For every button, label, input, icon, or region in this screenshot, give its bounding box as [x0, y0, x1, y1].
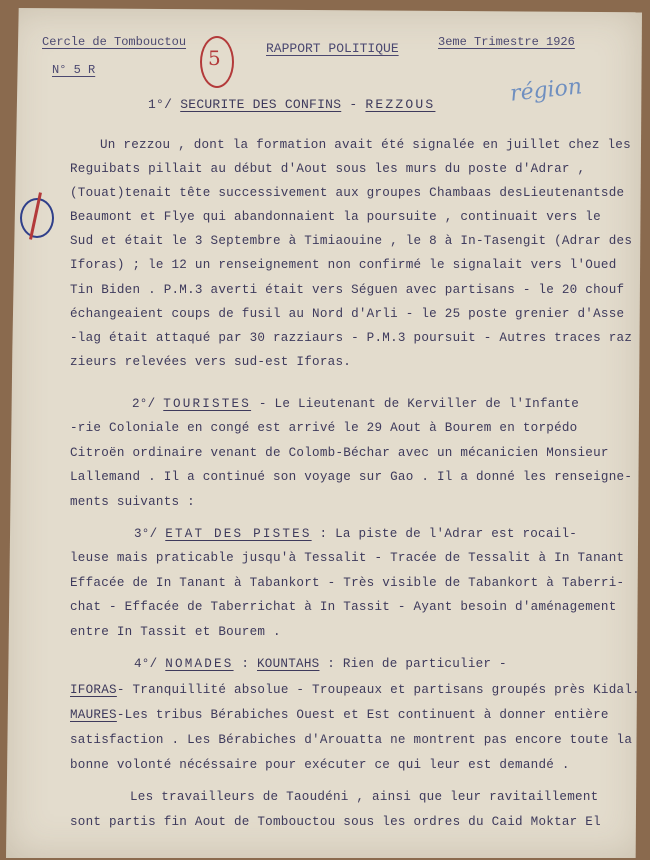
section3-line: chat - Effacée de Taberrichat à In Tassit - Ayant besoin d'aménagement — [70, 600, 617, 614]
section1-line: Un rezzou , dont la formation avait été signalée en juillet chez les — [100, 138, 631, 152]
margin-note-region: région — [508, 74, 584, 107]
section3-line: leuse mais praticable jusqu'à Tessalit - Tracée de Tessalit à In Tanant — [70, 551, 625, 565]
section3-line: La piste de l'Adrar est rocail- — [335, 527, 578, 541]
iforas-label: IFORAS — [70, 683, 117, 697]
section1-line: Beaumont et Flye qui abandonnaient la poursuite , continuait vers le — [70, 210, 601, 224]
section4-line: Les travailleurs de Taoudéni , ainsi que leur ravitaillement — [130, 790, 599, 804]
iforas-paragraph — [70, 683, 640, 697]
kountahs-text: : Rien de particulier - — [327, 657, 507, 671]
section3-title: ETAT DES PISTES — [165, 527, 312, 541]
header-reference: N° 5 R — [52, 63, 96, 77]
circled-number-text: 5 — [208, 46, 221, 70]
section3-line: Effacée de In Tanant à Tabankort - Très visible de Tabankort à Taberri- — [70, 576, 625, 590]
section3-line: entre In Tassit et Bourem . — [70, 625, 281, 639]
section2-heading: 2°/ TOURISTES - Le Lieutenant de Kerviller de l'Infante — [132, 397, 580, 411]
report-period: 3eme Trimestre 1926 — [438, 35, 575, 49]
section2-line: Le Lieutenant de Kerviller de l'Infante — [274, 397, 580, 411]
section2-line: -rie Coloniale en congé est arrivé le 29 Aout à Bourem en torpédo — [70, 421, 578, 435]
section1-title-b: REZZOUS — [365, 97, 436, 112]
section4-heading: 4°/ NOMADES : KOUNTAHS : Rien de particulier - — [134, 657, 507, 671]
section3-heading: 3°/ ETAT DES PISTES : La piste de l'Adrar est rocail- — [134, 527, 578, 541]
section4-number: 4°/ — [134, 657, 158, 671]
section4-line: sont partis fin Aout de Tombouctou sous les ordres du Caid Moktar El — [70, 815, 601, 829]
header-cercle: Cercle de Tombouctou — [42, 35, 187, 49]
section1-line: -lag était attaqué par 30 razziaurs - P.M.3 poursuit - Autres traces raz — [70, 331, 633, 345]
section1-number: 1°/ — [148, 97, 173, 112]
maures-label: MAURES — [70, 708, 117, 722]
section1-line: Reguibats pillait au début d'Aout sous les murs du poste d'Adrar , — [70, 162, 586, 176]
kountahs-label: KOUNTAHS — [257, 657, 320, 671]
section4-line: satisfaction . Les Bérabiches d'Arouatta ne montrent pas encore toute la — [70, 733, 633, 747]
section4-title: NOMADES — [165, 657, 234, 671]
section1-line: Sud et était le 3 Septembre à Timiaouine , le 8 à In-Tasengit (Adrar des — [70, 234, 633, 248]
section1-line: Iforas) ; le 12 un renseignement non confirmé le signalait vers l'Oued — [70, 258, 617, 272]
section2-line: Lallemand . Il a continué son voyage sur Gao . Il a donné les renseigne- — [70, 470, 633, 484]
section1-line: (Touat)tenait tête successivement aux groupes Chambaas desLieutenantsde — [70, 186, 625, 200]
section2-title: TOURISTES — [163, 397, 252, 411]
section3-number: 3°/ — [134, 527, 158, 541]
iforas-text: - Tranquillité absolue - Troupeaux et partisans groupés près Kidal. — [116, 683, 640, 697]
section1-heading: 1°/ SECURITE DES CONFINS - REZZOUS — [148, 97, 436, 112]
maures-paragraph — [70, 708, 609, 722]
section1-line: zieurs relevées vers sud-est Iforas. — [70, 355, 352, 369]
report-title: RAPPORT POLITIQUE — [266, 41, 399, 56]
section1-title-a: SECURITE DES CONFINS — [180, 97, 342, 112]
section2-line: ments suivants : — [70, 495, 195, 509]
section1-line: échangeaient coups de fusil au Nord d'Arli - le 25 poste grenier d'Asse — [70, 307, 625, 321]
section2-line: Citroën ordinaire venant de Colomb-Béchar avec un mécanicien Monsieur — [70, 446, 609, 460]
section1-line: Tin Biden . P.M.3 averti était vers Séguen avec partisans - le 20 chouf — [70, 283, 625, 297]
maures-text: -Les tribus Bérabiches Ouest et Est continuent à donner entière — [116, 708, 609, 722]
section2-number: 2°/ — [132, 397, 156, 411]
section4-line: bonne volonté nécéssaire pour exécuter ce qui leur est demandé . — [70, 758, 570, 772]
